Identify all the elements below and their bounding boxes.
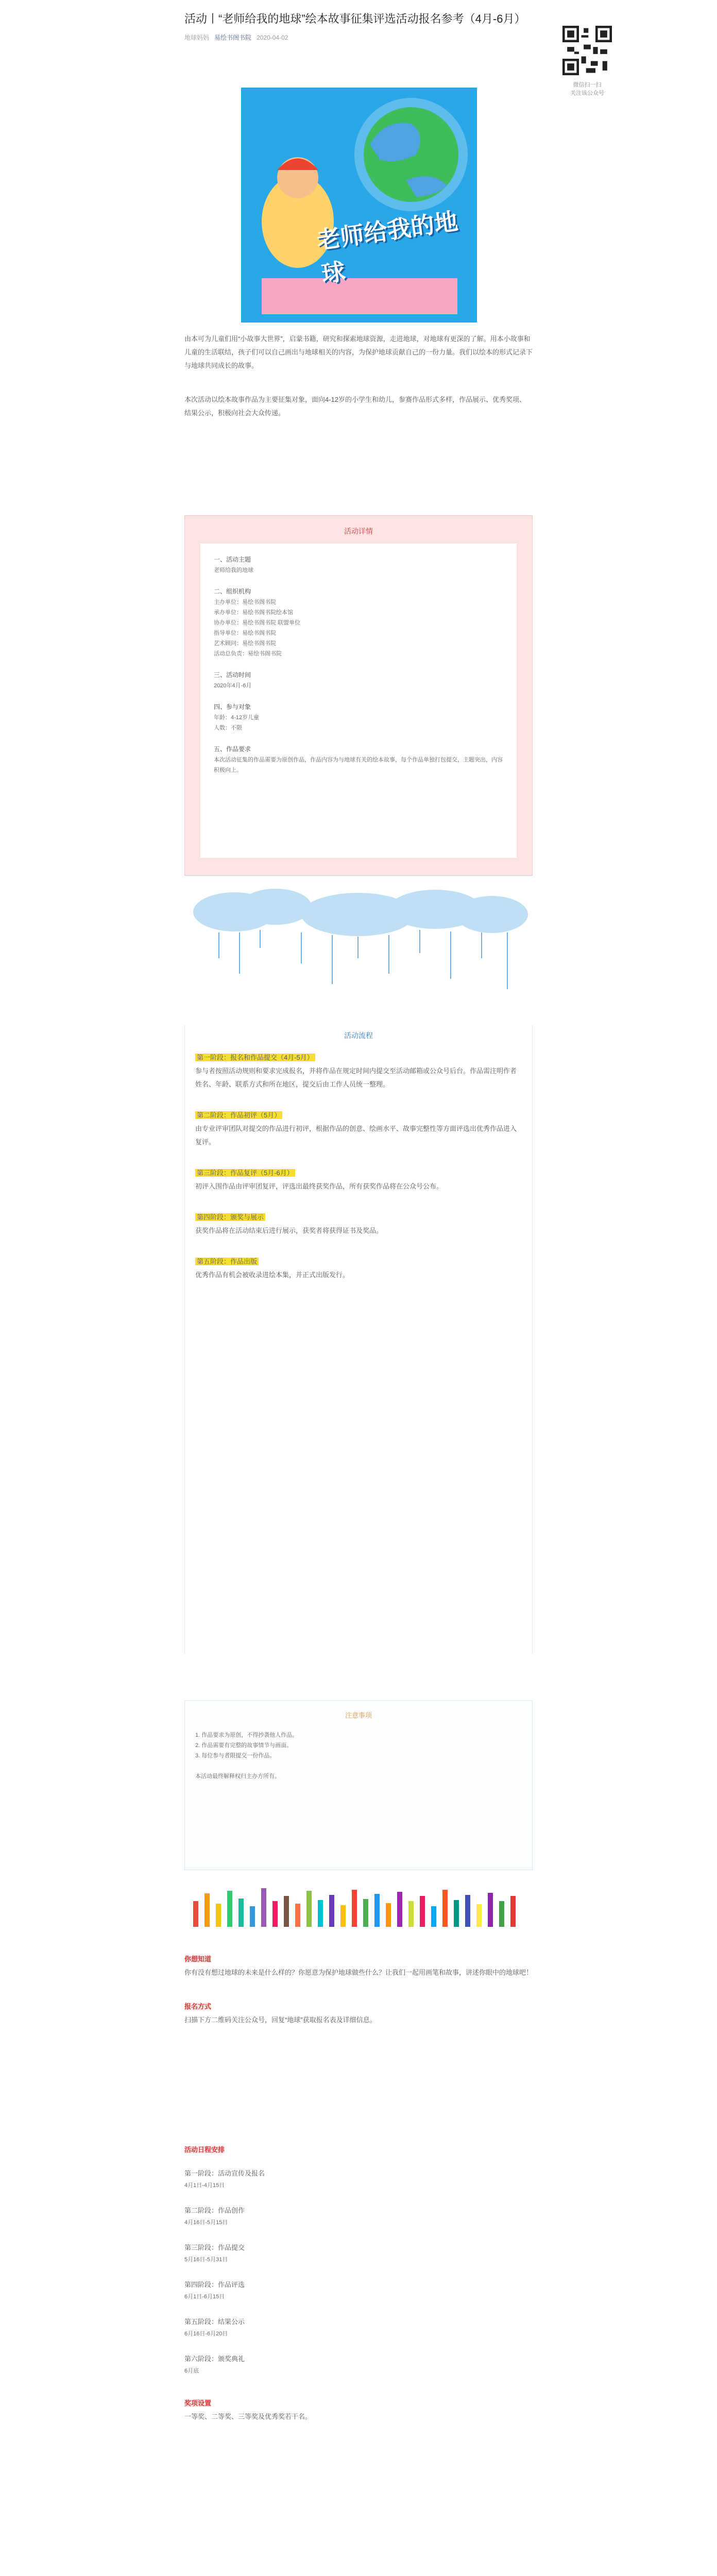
cover-title: 老师给我的地球 (315, 208, 460, 288)
sidebar-qr-panel (559, 26, 616, 97)
org-line: 指导单位：易绘书阁书院 (214, 630, 276, 636)
section-theme-body: 老师给我的地球 (214, 567, 253, 573)
cover-illustration (241, 88, 477, 323)
tips-title: 注意事项 (345, 1711, 372, 1719)
step-label: 第二阶段：作品初评（5月） (195, 1111, 282, 1119)
section-time-body: 2020年4月-6月 (214, 683, 252, 689)
intro-section (184, 332, 533, 420)
details-card (200, 544, 517, 858)
award-body: 一等奖、二等奖、三等奖及优秀奖若干名。 (184, 2413, 312, 2420)
tips-box (184, 1700, 533, 1870)
article-title: 活动丨“老师给我的地球”绘本故事征集评选活动报名参考（4月-6月） (184, 12, 526, 25)
award-title: 奖项设置 (184, 2399, 212, 2407)
org-line: 协办单位：易绘书阁书院 联盟单位 (214, 620, 301, 626)
intro-paragraph-1: 由本可为儿童们用“小故事大世界”，启蒙书籍，研究和探索地球资源，走进地球，对地球有更深的了解。用本小故事和儿童的生活联结，孩子们可以自己画出与地球相关的内容，为保护地球贡献自己的一份力量。我们以绘本的形式记录下与地球共同成长的故事。 (184, 335, 533, 369)
details-title: 活动详情 (344, 527, 373, 535)
rules-section (184, 1025, 533, 1654)
step-label: 第四阶段：颁奖与展示 (195, 1213, 265, 1221)
question-body: 你有没有想过地球的未来是什么样的？你愿意为保护地球做些什么？让我们一起用画笔和故事，讲述你眼中的地球吧！ (184, 1969, 533, 1976)
question-section (184, 1953, 533, 2027)
schedule-item-name: 第二阶段：作品创作 (184, 2207, 245, 2214)
rain-clouds-decoration (188, 886, 528, 1015)
section-time-title: 三、活动时间 (214, 671, 251, 679)
intro-paragraph-2: 本次活动以绘本故事作品为主要征集对象，面向4-12岁的小学生和幼儿，参赛作品形式多样，作品展示、优秀奖项、结果公示，积极向社会大众传递。 (184, 396, 526, 417)
org-line: 活动总负责：易绘书阁书院 (214, 651, 282, 657)
org-line: 承办单位：易绘书阁书院绘本馆 (214, 609, 293, 616)
schedule-item-date: 6月底 (184, 2368, 199, 2374)
pencil-icon (188, 1880, 528, 1927)
qr-code-icon[interactable] (562, 26, 612, 75)
schedule-item-name: 第一阶段：活动宣传及报名 (184, 2170, 265, 2177)
tips-line: 2. 作品需要有完整的故事情节与画面。 (195, 1742, 293, 1749)
step-body: 初评入围作品由评审团复评，评选出最终获奖作品，所有获奖作品将在公众号公布。 (195, 1182, 443, 1190)
section-req-body: 本次活动征集的作品需要为原创作品，作品内容为与地球有关的绘本故事，每个作品单独打包提交，主题突出，内容积极向上。 (214, 757, 503, 773)
signup-title: 报名方式 (184, 2003, 212, 2010)
schedule-item-date: 5月16日-5月31日 (184, 2257, 228, 2263)
tips-line: 1. 作品要求为原创，不得抄袭他人作品。 (195, 1732, 298, 1738)
signup-body: 扫描下方二维码关注公众号，回复“地球”获取报名表及详细信息。 (184, 2016, 377, 2024)
schedule-item-date: 4月16日-5月15日 (184, 2219, 228, 2226)
rules-title: 活动流程 (344, 1031, 373, 1040)
schedule-item-date: 6月1日-6月15日 (184, 2294, 225, 2300)
details-box (184, 515, 533, 876)
qr-caption-2: 关注该公众号 (570, 90, 604, 96)
step-body: 优秀作品有机会被收录进绘本集，并正式出版发行。 (195, 1271, 350, 1279)
target-line: 人数：不限 (214, 725, 242, 731)
step-body: 获奖作品将在活动结束后进行展示，获奖者将获得证书及奖品。 (195, 1227, 383, 1234)
tips-line: 3. 每位参与者限提交一份作品。 (195, 1753, 276, 1759)
step-label: 第五阶段：作品出版 (195, 1258, 259, 1265)
article-author: 地球妈妈 (184, 34, 210, 41)
schedule-item-name: 第四阶段：作品评选 (184, 2281, 245, 2289)
account-link[interactable]: 易绘书阁书院 (214, 34, 252, 41)
org-line: 主办单位：易绘书阁书院 (214, 599, 276, 605)
section-target-title: 四、参与对象 (214, 703, 251, 710)
schedule-section (184, 2143, 533, 2424)
target-line: 年龄：4-12岁儿童 (214, 715, 260, 721)
org-line: 艺术顾问：易绘书阁书院 (214, 640, 276, 647)
step-body: 由专业评审团队对提交的作品进行初评，根据作品的创意、绘画水平、故事完整性等方面评选出优秀作品进入复评。 (195, 1125, 517, 1146)
step-label: 第三阶段：作品复评（5月-6月） (195, 1169, 295, 1177)
step-label: 第一阶段：报名和作品提交（4月-5月） (195, 1054, 315, 1061)
schedule-title: 活动日程安排 (184, 2146, 225, 2154)
schedule-item-name: 第六阶段：颁奖典礼 (184, 2355, 245, 2363)
schedule-item-date: 4月1日-4月15日 (184, 2182, 225, 2189)
article-date: 2020-04-02 (257, 34, 288, 41)
section-theme-title: 一、活动主题 (214, 556, 251, 563)
colored-pencils-decoration (188, 1880, 528, 1927)
tips-footer: 本活动最终解释权归主办方所有。 (195, 1773, 280, 1780)
article-header (184, 10, 533, 42)
schedule-item-name: 第五阶段：结果公示 (184, 2318, 245, 2326)
cloud-icon (188, 886, 528, 1015)
qr-caption-1: 微信扫一扫 (573, 82, 602, 88)
question-title: 你想知道 (184, 1955, 212, 1963)
schedule-item-name: 第三阶段：作品提交 (184, 2244, 245, 2251)
schedule-item-date: 6月16日-6月20日 (184, 2331, 228, 2337)
section-req-title: 五、作品要求 (214, 745, 251, 753)
article-meta (184, 33, 533, 42)
section-org-title: 二、组织机构 (214, 588, 251, 595)
step-body: 参与者按照活动规则和要求完成报名，并将作品在规定时间内提交至活动邮箱或公众号后台。作品需注明作者姓名、年龄、联系方式和所在地区，提交后由工作人员统一整理。 (195, 1067, 517, 1088)
